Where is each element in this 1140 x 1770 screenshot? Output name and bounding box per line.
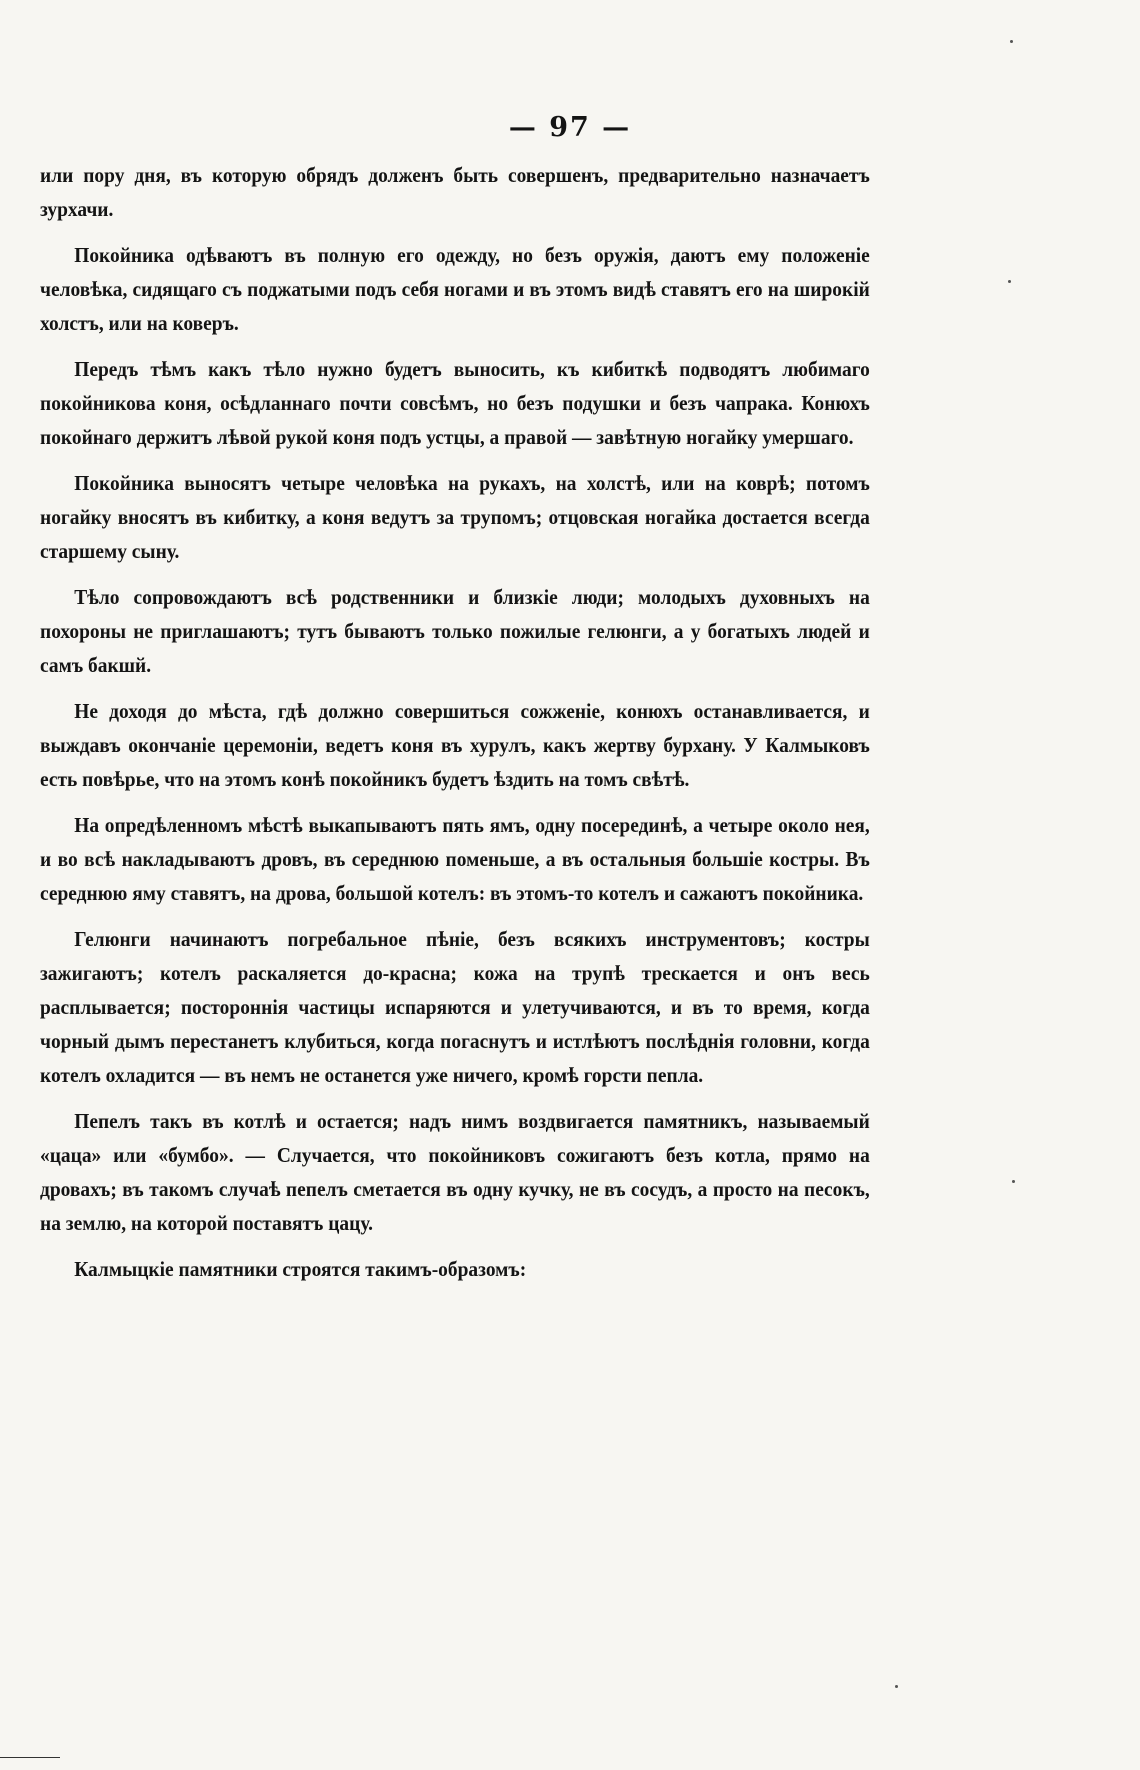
paragraph: Передъ тѣмъ какъ тѣло нужно будетъ выносить, къ кибиткѣ подводятъ любимаго покойникова коня, осѣдланнаго почти совсѣмъ, но безъ подушки и безъ чапрака. Конюхъ покойнаго держитъ лѣвой рукой коня подъ устцы, а правой — завѣтную ногайку умершаго.	[40, 357, 870, 449]
page-number: — 97 —	[508, 112, 632, 143]
paragraph: Не доходя до мѣста, гдѣ должно совершиться сожженіе, конюхъ останавливается, и выждавъ окончаніе церемоніи, ведетъ коня въ хурулъ, какъ жертву бурхану. У Калмыковъ есть повѣрье, что на этомъ конѣ покойникъ будетъ ѣздить на томъ свѣтѣ.	[40, 699, 870, 791]
paragraph: Тѣло сопровождаютъ всѣ родственники и близкіе люди; молодыхъ духовныхъ на похороны не приглашаютъ; тутъ бываютъ только пожилые гелюнги, а у богатыхъ людей и самъ бакшй.	[40, 585, 870, 677]
paragraph: Покойника выносятъ четыре человѣка на рукахъ, на холстѣ, или на коврѣ; потомъ ногайку вносятъ въ кибитку, а коня ведутъ за трупомъ; отцовская ногайка достается всегда старшему сыну.	[40, 471, 870, 563]
paragraph: или пору дня, въ которую обрядъ долженъ быть совершенъ, предварительно назначаетъ зурхачи.	[40, 163, 870, 221]
paragraph: Гелюнги начинаютъ погребальное пѣніе, безъ всякихъ инструментовъ; костры зажигаютъ; котелъ раскаляется до-красна; кожа на трупѣ трескается и онъ весь расплывается; постороннія частицы испаряются и улетучиваются, и въ то время, когда чорный дымъ перестанетъ клубиться, когда погаснутъ и истлѣютъ послѣднія головни, когда котелъ охладится — въ немъ не останется уже ничего, кромѣ горсти пепла.	[40, 927, 870, 1087]
scan-speck	[1010, 40, 1013, 43]
paragraph: Калмыцкіе памятники строятся такимъ-образомъ:	[74, 1257, 527, 1281]
scan-speck	[1008, 280, 1011, 283]
paragraph: Пепелъ такъ въ котлѣ и остается; надъ нимъ воздвигается памятникъ, называемый «цаца» или «бумбо». — Случается, что покойниковъ сожигаютъ безъ котла, прямо на дровахъ; въ такомъ случаѣ пепелъ сметается въ одну кучку, не въ сосудъ, а просто на песокъ, на землю, на которой поставятъ цацу.	[40, 1109, 870, 1235]
scan-speck	[1012, 1180, 1015, 1183]
body-text	[40, 158, 870, 1298]
paragraph: Покойника одѣваютъ въ полную его одежду, но безъ оружія, даютъ ему положеніе человѣка, сидящаго съ поджатыми подъ себя ногами и въ этомъ видѣ ставятъ его на широкій холстъ, или на коверъ.	[40, 243, 870, 335]
scan-speck	[895, 1685, 898, 1688]
scan-edge-line	[0, 1757, 60, 1758]
paragraph: На опредѣленномъ мѣстѣ выкапываютъ пять ямъ, одну посерединѣ, а четыре около нея, и во всѣ накладываютъ дровъ, въ середнюю поменьше, а въ остальныя большіе костры. Въ середнюю яму ставятъ, на дрова, большой котелъ: въ этомъ-то котелъ и сажаютъ покойника.	[40, 813, 870, 905]
